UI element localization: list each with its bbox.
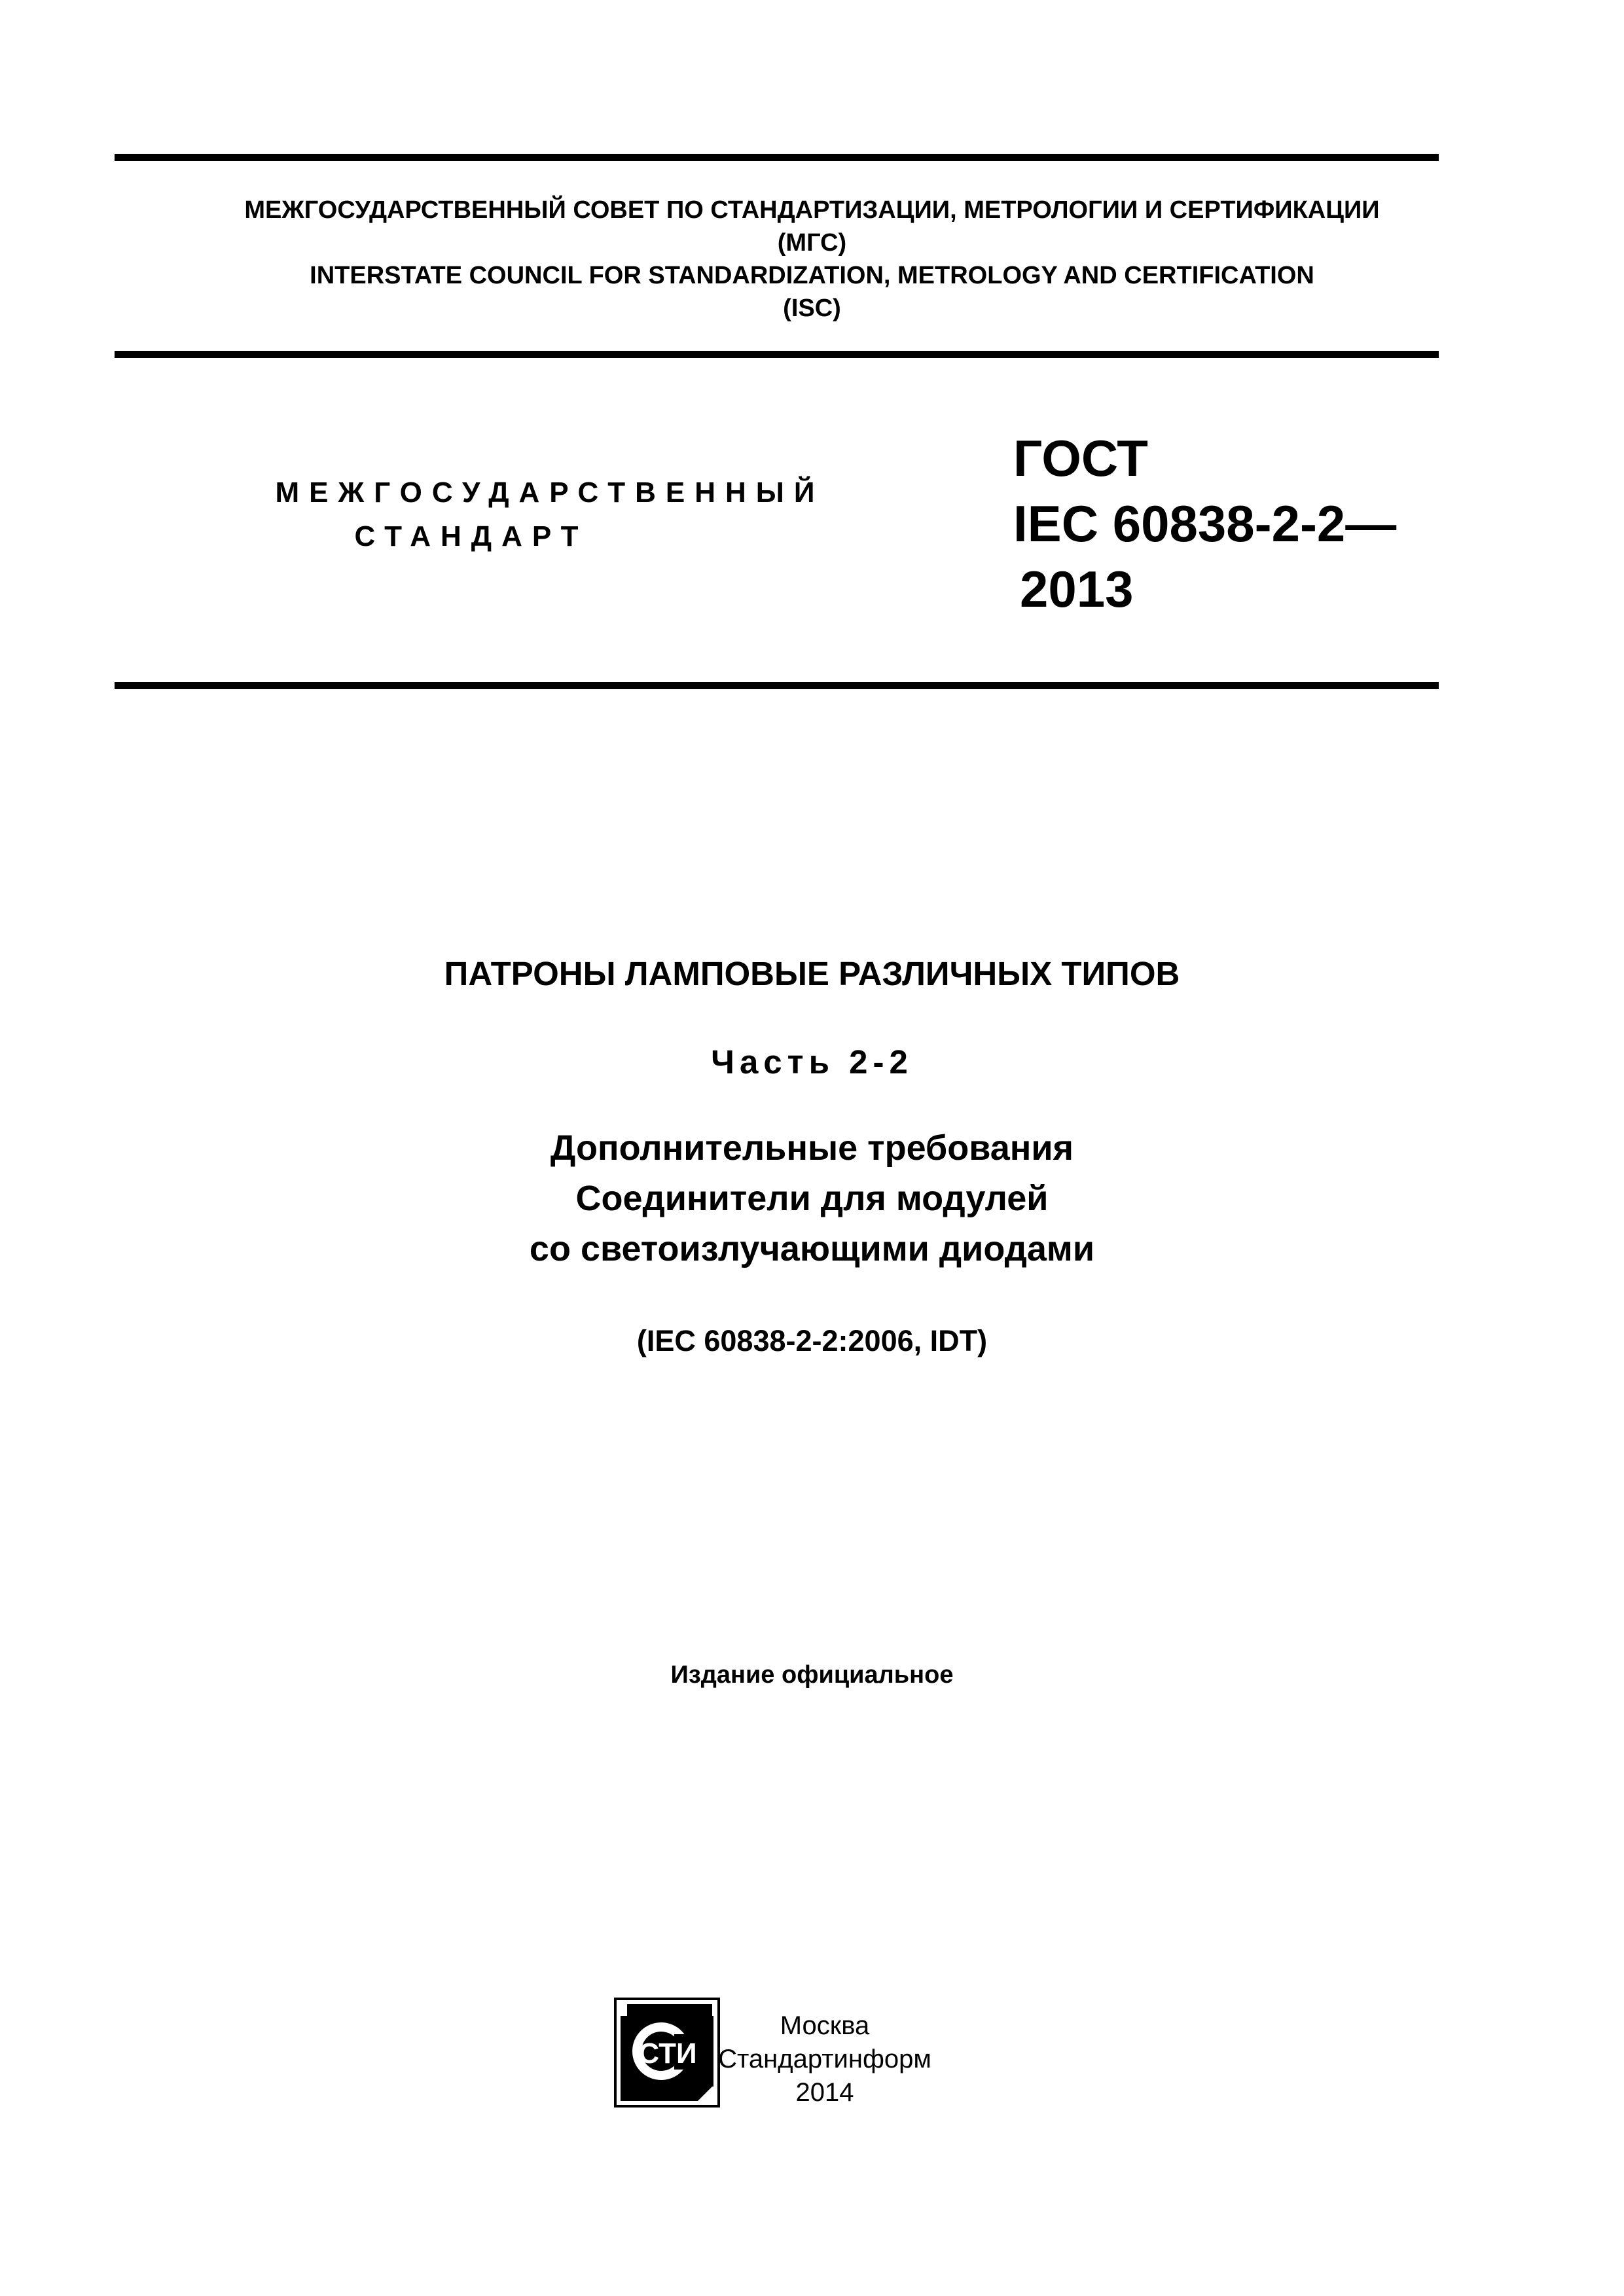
standard-type-line2: СТАНДАРТ: [354, 520, 588, 552]
document-part: Часть 2-2: [711, 1043, 913, 1081]
edition-label: Издание официальное: [670, 1661, 954, 1689]
designation-rule: [115, 682, 1439, 689]
document-title: ПАТРОНЫ ЛАМПОВЫЕ РАЗЛИЧНЫХ ТИПОВ: [444, 955, 1180, 992]
svg-text:СТИ: СТИ: [638, 2037, 697, 2070]
header-rule: [115, 351, 1439, 358]
iec-reference: (IEC 60838-2-2:2006, IDT): [636, 1324, 988, 1357]
subtitle-line2: Соединители для модулей: [575, 1179, 1049, 1218]
subtitle-line3: со светоизлучающими диодами: [529, 1229, 1095, 1268]
imprint-city: Москва: [780, 2011, 870, 2040]
standard-type-line1: МЕЖГОСУДАРСТВЕННЫЙ: [275, 476, 825, 509]
subtitle-line1: Дополнительные требования: [550, 1128, 1074, 1168]
council-abbr-en: (ISC): [783, 295, 841, 322]
gost-year: 2013: [1020, 560, 1134, 618]
council-name-ru: МЕЖГОСУДАРСТВЕННЫЙ СОВЕТ ПО СТАНДАРТИЗАЦИИ, МЕТРОЛОГИИ И СЕРТИФИКАЦИИ: [244, 196, 1380, 224]
gost-label: ГОСТ: [1013, 429, 1148, 487]
council-name-en: INTERSTATE COUNCIL FOR STANDARDIZATION, METROLOGY AND CERTIFICATION: [310, 262, 1314, 289]
imprint-year: 2014: [795, 2078, 854, 2107]
gost-number: IEC 60838-2-2—: [1013, 495, 1397, 552]
imprint-publisher: Стандартинформ: [718, 2045, 931, 2073]
council-abbr-ru: (МГС): [777, 229, 847, 257]
top-rule: [115, 154, 1439, 161]
